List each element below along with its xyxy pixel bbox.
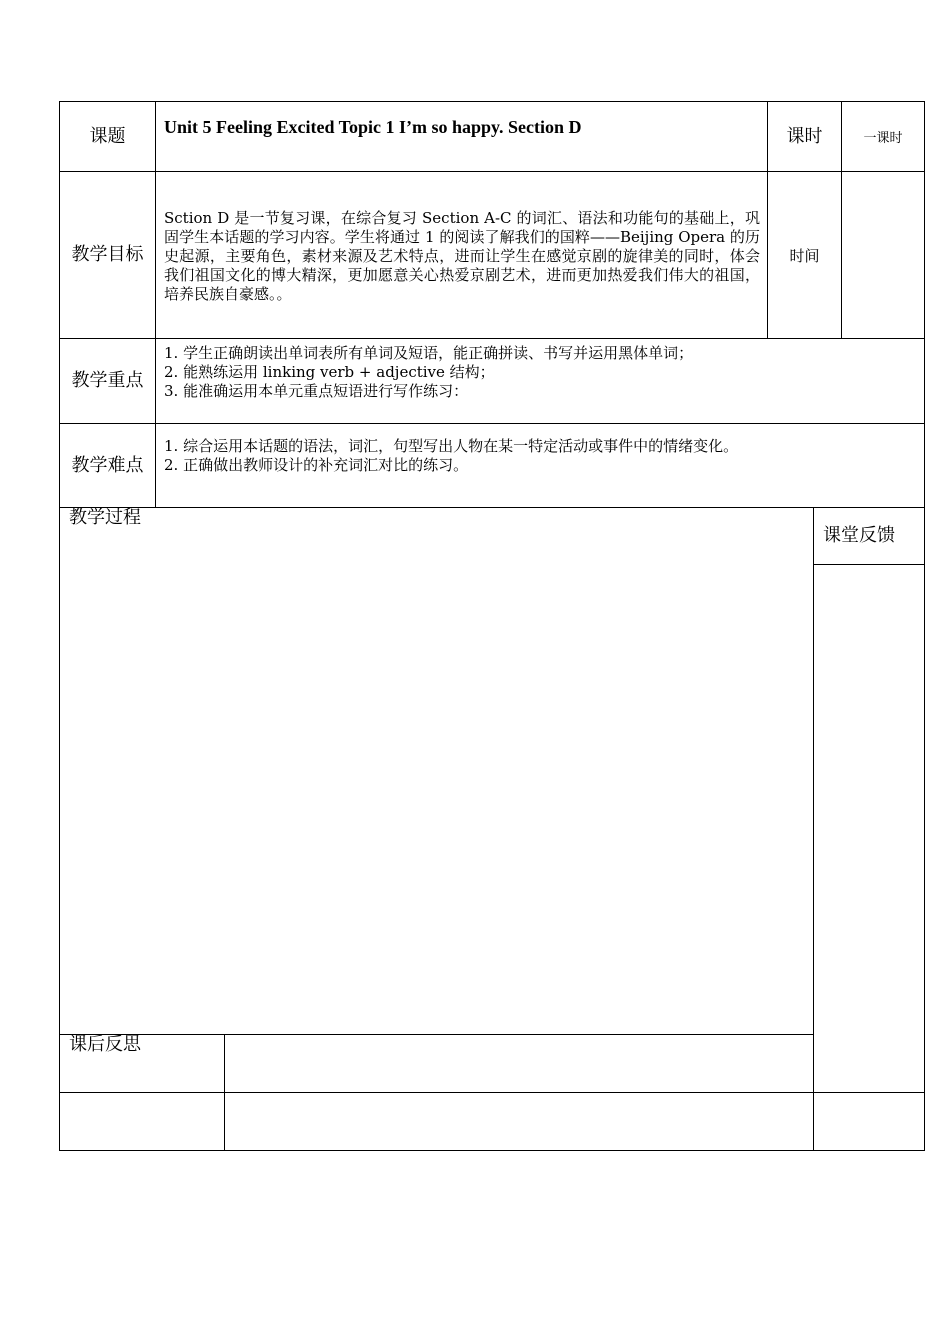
difficulties-list xyxy=(164,437,914,475)
subject-label-cell xyxy=(60,102,155,171)
objectives-label-cell xyxy=(60,172,155,338)
key-points-label: 教学重点 xyxy=(71,370,144,391)
row-divider-3 xyxy=(59,423,925,424)
objectives-text: Sction D 是一节复习课，在综合复习 Section A-C 的词汇、语法和功能句的基础上，巩固学生本话题的学习内容。学生将通过 1 的阅读了解我们的国粹——Beijing Opera 的历史起源，主要角色，素材来源及艺术特点，进而让学生在感觉京剧的旋律美的同时，体会我们祖国文化的博大精深，更加愿意关心热爱京剧艺术，进而更加热爱我们伟大的祖国，培养民族自豪感。。 xyxy=(164,209,760,303)
difficulties-label-cell xyxy=(60,424,155,507)
label-column-divider xyxy=(155,101,156,507)
key-points-list xyxy=(164,344,914,401)
key-point-item: 2. 能熟练运用 linking verb + adjective 结构； xyxy=(164,363,495,381)
feedback-label: 课堂反馈 xyxy=(823,525,895,546)
period-value-cell xyxy=(842,102,924,171)
table-border-right xyxy=(924,101,925,1151)
row-divider-4 xyxy=(59,507,925,508)
period-label-cell xyxy=(768,102,841,171)
subject-label: 课题 xyxy=(89,125,126,147)
process-label: 教学过程 xyxy=(69,507,141,528)
feedback-divider xyxy=(813,564,925,565)
time-label-cell xyxy=(768,172,841,338)
bottom-right-cell xyxy=(814,1093,924,1150)
lesson-title: Unit 5 Feeling Excited Topic 1 I’m so happy. Section D xyxy=(164,117,582,137)
key-point-item: 1. 学生正确朗读出单词表所有单词及短语，能正确拼读、书写并运用黑体单词； xyxy=(164,344,694,362)
period-value: 一课时 xyxy=(863,131,903,146)
period-label: 课时 xyxy=(786,125,823,147)
feedback-column-divider xyxy=(813,507,814,1151)
key-points-label-cell xyxy=(60,339,155,423)
objectives-label: 教学目标 xyxy=(71,244,144,265)
difficulty-item: 2. 正确做出教师设计的补充词汇对比的练习。 xyxy=(164,456,469,474)
table-border-bottom xyxy=(59,1150,925,1151)
time-label: 时间 xyxy=(789,246,820,265)
difficulty-item: 1. 综合运用本话题的语法，词汇，句型写出人物在某一特定活动或事件中的情绪变化。 xyxy=(164,437,739,455)
difficulties-label: 教学难点 xyxy=(71,454,144,476)
reflection-content-cell xyxy=(225,1035,813,1092)
bottom-middle-cell xyxy=(225,1093,813,1150)
bottom-left-cell xyxy=(60,1093,224,1150)
row-divider-2 xyxy=(59,338,925,339)
key-point-item: 3. 能准确运用本单元重点短语进行写作练习： xyxy=(164,382,469,400)
reflection-label: 课后反思 xyxy=(69,1034,141,1055)
